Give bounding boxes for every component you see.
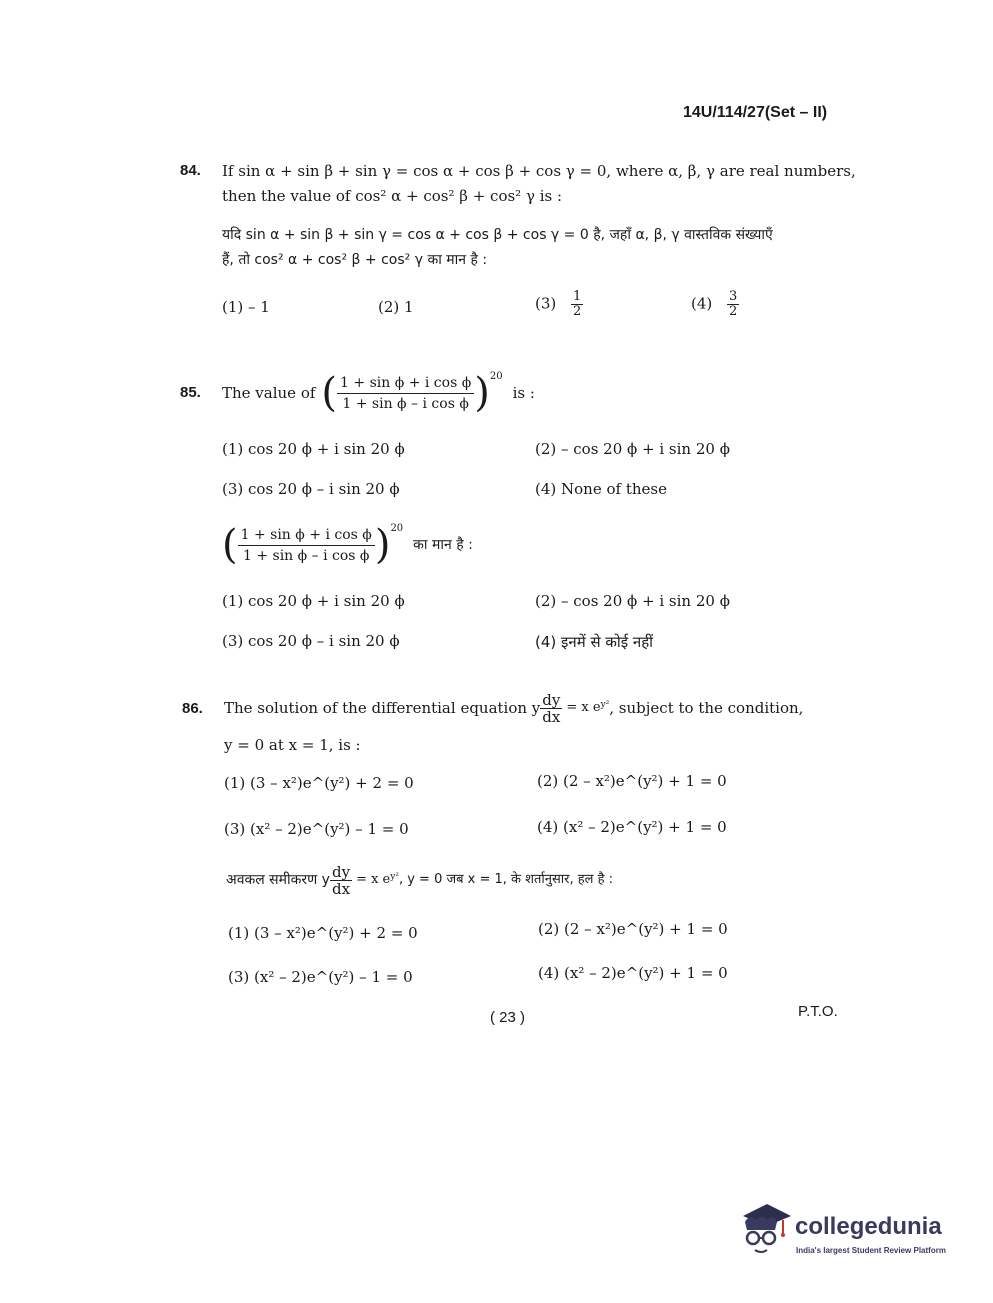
q84-option-3: (3) $\frac{1}{2}$ xyxy=(535,289,582,319)
q86-en-line2: y = 0 at x = 1, is : xyxy=(224,736,361,754)
q85-option-3: (3) cos 20 ϕ – i sin 20 ϕ xyxy=(222,480,400,498)
q86-hi-option-1: (1) (3 – x²)e^(y²) + 2 = 0 xyxy=(228,924,418,942)
q86-en-line1: The solution of the differential equation y $\frac{dy}{dx}$ = x e $^{y^2}$ , subject to the condition, xyxy=(224,690,804,726)
question-number-86: 86. xyxy=(182,700,203,717)
q85-hi-option-2: (2) – cos 20 ϕ + i sin 20 ϕ xyxy=(535,592,730,610)
q86-option-2: (2) (2 – x²)e^(y²) + 1 = 0 xyxy=(537,772,727,790)
q85-hi-question: ( $\frac{\text{1 + sin ϕ + i cos ϕ}}{\text{1 + sin ϕ – i cos ϕ}}$ ) 20 का मान है : xyxy=(222,522,473,568)
q86-option-4: (4) (x² – 2)e^(y²) + 1 = 0 xyxy=(537,818,727,836)
q85-option-1: (1) cos 20 ϕ + i sin 20 ϕ xyxy=(222,440,405,458)
pto-label: P.T.O. xyxy=(798,1003,838,1020)
question-number-84: 84. xyxy=(180,162,201,179)
q84-hi-line1: यदि sin α + sin β + sin γ = cos α + cos β + cos γ = 0 है, जहाँ α, β, γ वास्तविक संख्याएँ xyxy=(222,227,773,243)
q86-option-1: (1) (3 – x²)e^(y²) + 2 = 0 xyxy=(224,774,414,792)
q85-option-2: (2) – cos 20 ϕ + i sin 20 ϕ xyxy=(535,440,730,458)
question-number-85: 85. xyxy=(180,384,201,401)
paper-code: 14U/114/27(Set – II) xyxy=(683,104,828,121)
q86-hi-question: अवकल समीकरण y $\frac{dy}{dx}$ = x e $^{y^2}$ , y = 0 जब x = 1, के शर्तानुसार, हल है : xyxy=(226,862,614,898)
q85-en-question: The value of ( $\frac{\text{1 + sin ϕ + i cos ϕ}}{\text{1 + sin ϕ – i cos ϕ}}$ ) 20 is : xyxy=(222,370,535,416)
q85-hi-option-4: (4) इनमें से कोई नहीं xyxy=(535,633,654,651)
q84-hi-line2: हैं, तो cos² α + cos² β + cos² γ का मान है : xyxy=(222,252,488,268)
q85-option-4: (4) None of these xyxy=(535,480,667,498)
page-number: ( 23 ) xyxy=(490,1009,526,1026)
q86-hi-option-4: (4) (x² – 2)e^(y²) + 1 = 0 xyxy=(538,964,728,982)
collegedunia-logo-text: collegedunia xyxy=(795,1213,942,1240)
q86-hi-option-3: (3) (x² – 2)e^(y²) – 1 = 0 xyxy=(228,968,413,986)
q85-hi-option-3: (3) cos 20 ϕ – i sin 20 ϕ xyxy=(222,632,400,650)
q84-option-2: (2) 1 xyxy=(378,298,414,316)
q84-en-line2: then the value of cos² α + cos² β + cos² γ is : xyxy=(222,187,563,205)
q84-option-1: (1) – 1 xyxy=(222,298,270,316)
q85-hi-option-1: (1) cos 20 ϕ + i sin 20 ϕ xyxy=(222,592,405,610)
q84-option-4: (4) $\frac{3}{2}$ xyxy=(691,289,738,319)
collegedunia-mascot-icon xyxy=(735,1198,795,1258)
q84-en-line1: If sin α + sin β + sin γ = cos α + cos β + cos γ = 0, where α, β, γ are real numbers, xyxy=(222,162,856,180)
q86-hi-option-2: (2) (2 – x²)e^(y²) + 1 = 0 xyxy=(538,920,728,938)
collegedunia-tagline: India's largest Student Review Platform xyxy=(796,1246,946,1255)
q86-option-3: (3) (x² – 2)e^(y²) – 1 = 0 xyxy=(224,820,409,838)
